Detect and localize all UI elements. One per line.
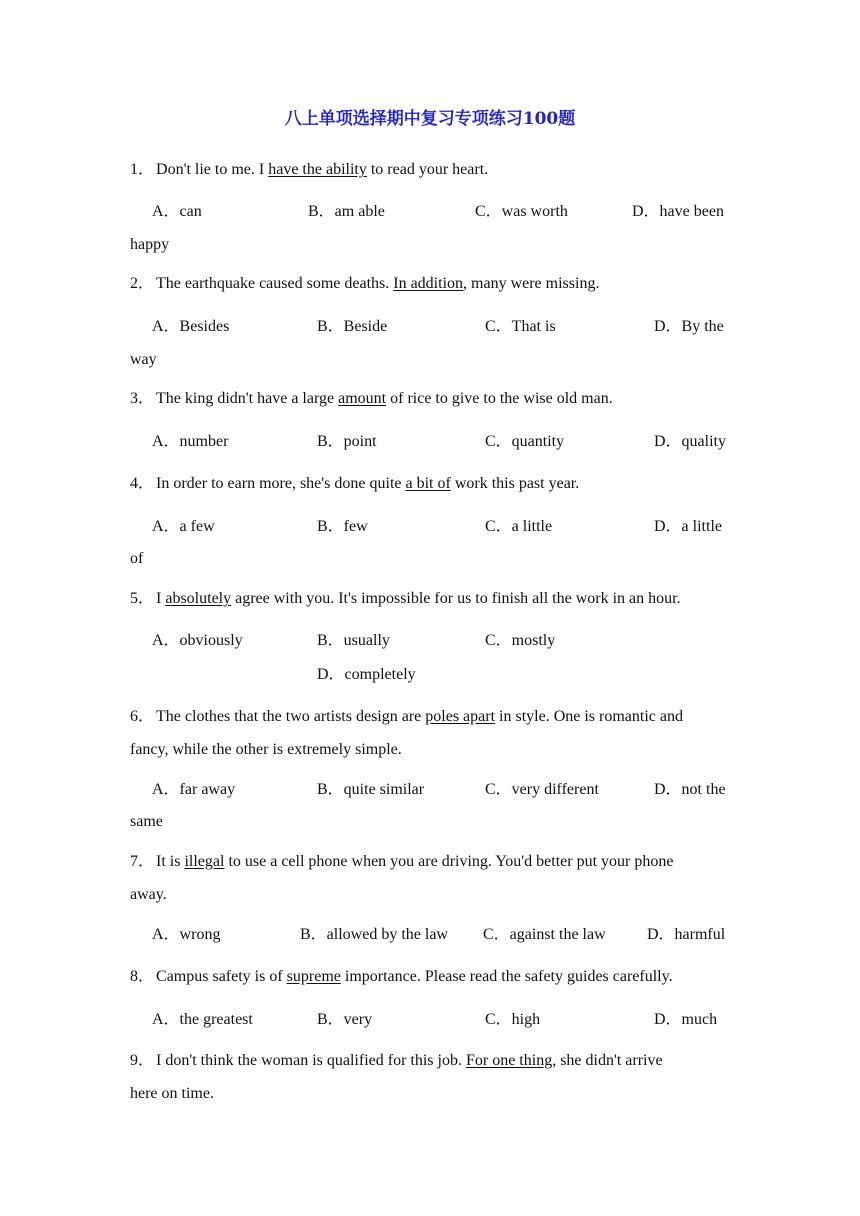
option-a: A．number [152, 433, 229, 450]
question-text: I don't think the woman is qualified for this job. [156, 1052, 466, 1069]
question-text: Campus safety is of [156, 968, 287, 985]
option-c: C．very different [485, 781, 599, 798]
question-8 [130, 967, 730, 987]
option-b: B．few [317, 518, 368, 535]
question-1 [130, 160, 730, 180]
underlined-phrase: amount [338, 390, 387, 407]
underlined-phrase: absolutely [165, 590, 232, 607]
question-text-continued: here on time. [130, 1085, 214, 1102]
question-5 [130, 589, 730, 609]
option-c: C．was worth [475, 203, 568, 220]
question-2 [130, 274, 730, 294]
underlined-phrase: For one thing [465, 1052, 553, 1069]
option-b: B．usually [317, 632, 390, 649]
option-a: A．far away [152, 781, 236, 798]
option-wrap: happy [130, 236, 170, 253]
question-text-continued: fancy, while the other is extremely simple. [130, 741, 402, 758]
option-c: C．high [485, 1011, 541, 1028]
option-a: A．a few [152, 518, 215, 535]
option-d: D．much [654, 1011, 718, 1028]
question-number: 2． [130, 275, 155, 292]
option-a: A．obviously [152, 632, 243, 649]
underlined-phrase: illegal [184, 853, 225, 870]
option-c: C．That is [485, 318, 556, 335]
question-text: to use a cell phone when you are driving. You'd better put your phone [224, 853, 674, 870]
option-a: A．Besides [152, 318, 230, 335]
question-number: 7． [130, 853, 155, 870]
question-text: In order to earn more, she's done quite [156, 475, 406, 492]
question-text: The clothes that the two artists design are [156, 708, 426, 725]
option-d: D．have been [632, 203, 724, 220]
question-text: work this past year. [450, 475, 580, 492]
question-text: It is [156, 853, 185, 870]
document-title: 八上单项选择期中复习专项练习100题 [284, 109, 576, 129]
underlined-phrase: poles apart [425, 708, 496, 725]
option-wrap: way [130, 351, 157, 368]
question-text: I [156, 590, 166, 607]
option-c: C．mostly [485, 632, 556, 649]
question-number: 5． [130, 590, 155, 607]
option-wrap: of [130, 550, 144, 567]
underlined-phrase: supreme [286, 968, 341, 985]
question-4 [130, 474, 730, 494]
option-c: C．a little [485, 518, 553, 535]
question-number: 1． [130, 161, 155, 178]
option-b: B．am able [308, 203, 385, 220]
option-a: A．can [152, 203, 202, 220]
option-d: D．a little [654, 518, 722, 535]
question-number: 4． [130, 475, 155, 492]
question-3 [130, 389, 730, 409]
option-d: D．completely [317, 666, 416, 683]
option-d: D．By the [654, 318, 724, 335]
option-c: C．against the law [483, 926, 606, 943]
question-number: 8． [130, 968, 155, 985]
question-text: of rice to give to the wise old man. [386, 390, 613, 407]
question-text: importance. Please read the safety guides carefully. [340, 968, 673, 985]
question-text: Don't lie to me. I [156, 161, 269, 178]
underlined-phrase: In addition [393, 275, 464, 292]
option-d: D．not the [654, 781, 726, 798]
question-text: agree with you. It's impossible for us to finish all the work in an hour. [231, 590, 681, 607]
question-text: , many were missing. [463, 275, 600, 292]
question-6 [130, 707, 730, 727]
option-b: B．very [317, 1011, 373, 1028]
question-number: 6． [130, 708, 155, 725]
question-text: The king didn't have a large [156, 390, 339, 407]
question-text: to read your heart. [366, 161, 489, 178]
question-7 [130, 852, 730, 872]
option-wrap: same [130, 813, 163, 830]
option-c: C．quantity [485, 433, 565, 450]
underlined-phrase: a bit of [405, 475, 451, 492]
question-text: The earthquake caused some deaths. [156, 275, 394, 292]
option-d: D．harmful [647, 926, 726, 943]
option-b: B．point [317, 433, 377, 450]
option-a: A．the greatest [152, 1011, 253, 1028]
question-text-continued: away. [130, 886, 167, 903]
question-9 [130, 1051, 730, 1071]
option-a: A．wrong [152, 926, 221, 943]
question-text: , she didn't arrive [552, 1052, 663, 1069]
question-number: 9． [130, 1052, 155, 1069]
underlined-phrase: have the ability [268, 161, 367, 178]
option-b: B．quite similar [317, 781, 425, 798]
question-text: in style. One is romantic and [495, 708, 683, 725]
option-d: D．quality [654, 433, 726, 450]
option-b: B．allowed by the law [300, 926, 448, 943]
option-b: B．Beside [317, 318, 388, 335]
question-number: 3． [130, 390, 155, 407]
